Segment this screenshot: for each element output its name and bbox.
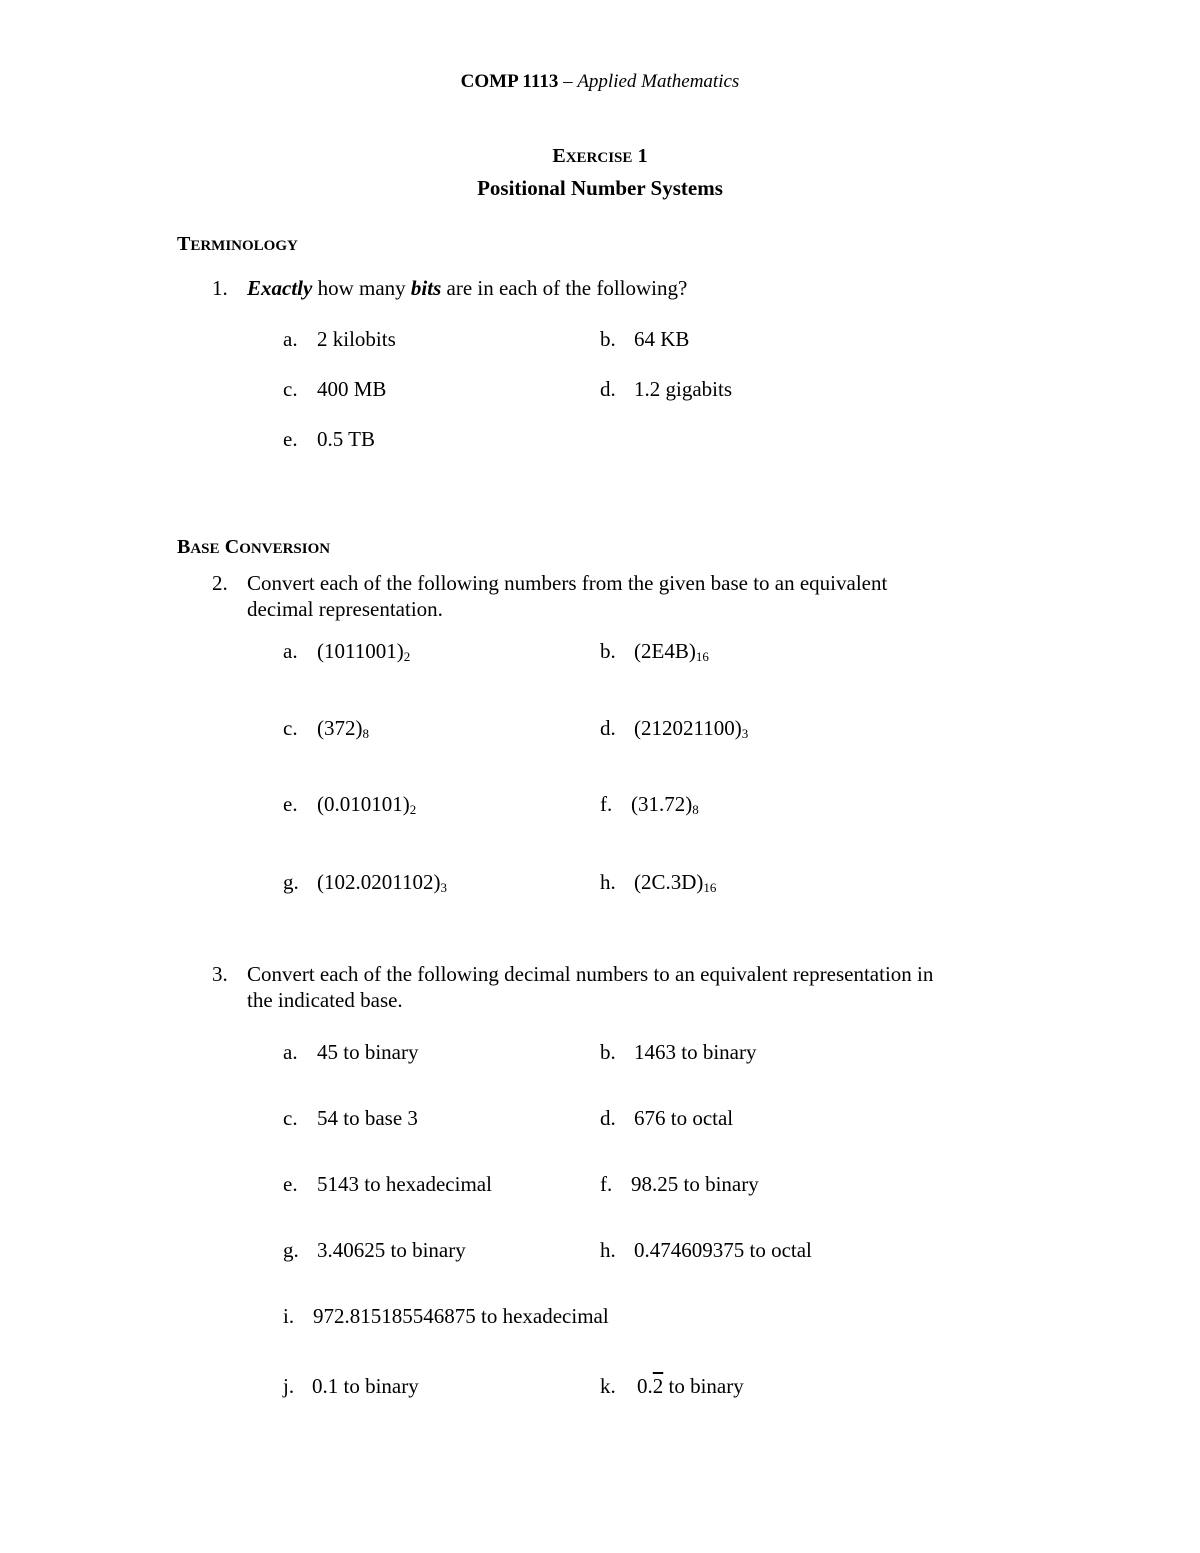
list-item: h. $(2C.3D)_{16}$ [600,870,717,895]
list-item: d. $(212021100)_3$ [600,716,749,741]
list-item: e. $(0.010101)_2$ [283,792,417,817]
course-code: COMP 1113 [460,71,559,92]
list-item: d. 1.2 gigabits [600,377,732,401]
list-item: i. 972.815185546875 to hexadecimal [283,1304,609,1328]
list-item: a. $(1011001)_2$ [283,639,411,664]
list-item: f. $(31.72)_8$ [600,792,699,817]
question-2-line-2: decimal representation. [247,597,443,621]
exercise-title: EXERCISE 1 [552,145,648,167]
page-header [0,71,1200,93]
repeating-digit: 2 [652,1374,664,1398]
list-item: c. 400 MB [283,377,387,401]
list-item: a. 45 to binary [283,1040,419,1064]
question-number: 3. [212,962,228,986]
list-item: c. $(372)_8$ [283,716,369,741]
list-item: k. 0.2 to binary [600,1374,744,1398]
list-item: f. 98.25 to binary [600,1172,759,1196]
course-subject: Applied Mathematics [577,71,740,92]
exercise-subtitle: Positional Number Systems [477,176,723,200]
question-2: 2. Convert each of the following numbers from the given base to an equivalent [212,571,888,595]
list-item: c. 54 to base 3 [283,1106,418,1130]
list-item: g. 3.40625 to binary [283,1238,466,1262]
list-item: a. 2 kilobits [283,327,396,351]
question-3-line-2: the indicated base. [247,988,403,1012]
question-1: 1. Exactly how many bits are in each of the following? [212,276,688,300]
question-number: 2. [212,571,228,595]
section-heading-terminology: TERMINOLOGY [177,233,298,255]
list-item: d. 676 to octal [600,1106,734,1130]
question-number: 1. [212,276,228,300]
header-dash: – [563,71,573,92]
list-item: j. 0.1 to binary [283,1374,419,1398]
list-item: h. 0.474609375 to octal [600,1238,812,1262]
question-3: 3. Convert each of the following decimal numbers to an equivalent representation in [212,962,934,986]
list-item: g. $(102.0201102)_3$ [283,870,447,895]
section-heading-base-conversion: BASE CONVERSION [177,536,331,558]
list-item: b. $(2E4B)_{16}$ [600,639,709,664]
list-item: e. 5143 to hexadecimal [283,1172,492,1196]
list-item: b. 64 KB [600,327,690,351]
list-item: b. 1463 to binary [600,1040,757,1064]
list-item: e. 0.5 TB [283,427,375,451]
